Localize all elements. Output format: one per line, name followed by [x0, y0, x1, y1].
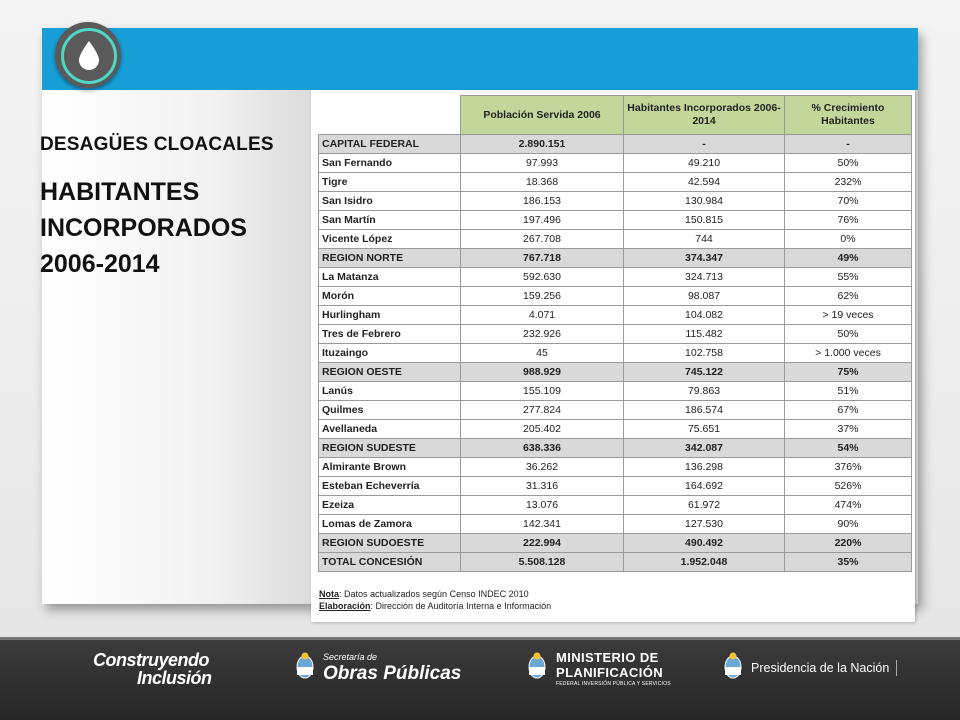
table-row	[319, 325, 912, 344]
cell-poblacion: 186.153	[461, 192, 624, 211]
coat-of-arms-icon	[724, 651, 742, 681]
cell-habitantes: 374.347	[624, 249, 785, 268]
obras-publicas-logo: Secretaría de Obras Públicas	[323, 652, 462, 684]
table-row	[319, 382, 912, 401]
cell-poblacion: 4.071	[461, 306, 624, 325]
cell-habitantes: 745.122	[624, 363, 785, 382]
cell-poblacion: 205.402	[461, 420, 624, 439]
cell-habitantes: 61.972	[624, 496, 785, 515]
col-header-poblacion: Población Servida 2006	[461, 96, 624, 135]
row-name: Lanús	[319, 382, 461, 401]
sewer-coverage-table	[318, 95, 912, 572]
table-summary-row	[319, 553, 912, 572]
cell-crecimiento: 526%	[785, 477, 912, 496]
row-name: La Matanza	[319, 268, 461, 287]
title-line-3: 2006-2014	[40, 250, 160, 278]
cell-poblacion: 18.368	[461, 173, 624, 192]
cell-poblacion: 267.708	[461, 230, 624, 249]
cell-habitantes: 42.594	[624, 173, 785, 192]
table-summary-row	[319, 135, 912, 154]
cell-crecimiento: 54%	[785, 439, 912, 458]
col-header-crecimiento: % Crecimiento Habitantes	[785, 96, 912, 135]
row-name: TOTAL CONCESIÓN	[319, 553, 461, 572]
table-row	[319, 515, 912, 534]
note-line: Nota: Datos actualizados según Censo INDEC 2010	[319, 589, 529, 599]
cell-poblacion: 2.890.151	[461, 135, 624, 154]
construyendo-inclusion-logo: Construyendo Inclusión	[93, 650, 212, 688]
row-name: Almirante Brown	[319, 458, 461, 477]
row-name: Lomas de Zamora	[319, 515, 461, 534]
cell-habitantes: 150.815	[624, 211, 785, 230]
table-row	[319, 173, 912, 192]
table-notes	[319, 588, 551, 612]
cell-poblacion: 31.316	[461, 477, 624, 496]
cell-crecimiento: 76%	[785, 211, 912, 230]
cell-crecimiento: 70%	[785, 192, 912, 211]
cell-poblacion: 222.994	[461, 534, 624, 553]
table-row	[319, 211, 912, 230]
title-line-2: INCORPORADOS	[40, 214, 247, 242]
table-row	[319, 268, 912, 287]
elaboration-line: Elaboración: Dirección de Auditoría Interna e Información	[319, 601, 552, 611]
cell-poblacion: 592.630	[461, 268, 624, 287]
cell-habitantes: 136.298	[624, 458, 785, 477]
cell-poblacion: 159.256	[461, 287, 624, 306]
cell-crecimiento: > 1.000 veces	[785, 344, 912, 363]
cell-habitantes: 1.952.048	[624, 553, 785, 572]
cell-habitantes: 744	[624, 230, 785, 249]
cell-habitantes: 102.758	[624, 344, 785, 363]
table-row	[319, 458, 912, 477]
cell-crecimiento: 51%	[785, 382, 912, 401]
row-name: San Isidro	[319, 192, 461, 211]
cell-crecimiento: 55%	[785, 268, 912, 287]
cell-habitantes: 75.651	[624, 420, 785, 439]
cell-crecimiento: 90%	[785, 515, 912, 534]
row-name: San Fernando	[319, 154, 461, 173]
cell-poblacion: 767.718	[461, 249, 624, 268]
table-row	[319, 477, 912, 496]
cell-crecimiento: -	[785, 135, 912, 154]
row-name: Vicente López	[319, 230, 461, 249]
cell-crecimiento: > 19 veces	[785, 306, 912, 325]
cell-habitantes: -	[624, 135, 785, 154]
cell-habitantes: 98.087	[624, 287, 785, 306]
cell-poblacion: 97.993	[461, 154, 624, 173]
cell-poblacion: 638.336	[461, 439, 624, 458]
coat-of-arms-icon	[528, 651, 546, 681]
water-drop-badge	[55, 22, 121, 88]
presidencia-logo: Presidencia de la Nación	[751, 661, 890, 675]
data-table-panel	[311, 90, 915, 622]
table-summary-row	[319, 534, 912, 553]
row-name: Tigre	[319, 173, 461, 192]
cell-habitantes: 164.692	[624, 477, 785, 496]
table-row	[319, 496, 912, 515]
table-row	[319, 401, 912, 420]
row-name: Ituzaingo	[319, 344, 461, 363]
cell-habitantes: 130.984	[624, 192, 785, 211]
cell-poblacion: 36.262	[461, 458, 624, 477]
cell-poblacion: 197.496	[461, 211, 624, 230]
cell-poblacion: 13.076	[461, 496, 624, 515]
cell-poblacion: 277.824	[461, 401, 624, 420]
cell-poblacion: 142.341	[461, 515, 624, 534]
cell-crecimiento: 35%	[785, 553, 912, 572]
table-row	[319, 287, 912, 306]
cell-habitantes: 49.210	[624, 154, 785, 173]
row-name: Tres de Febrero	[319, 325, 461, 344]
table-summary-row	[319, 363, 912, 382]
cell-crecimiento: 50%	[785, 325, 912, 344]
ministerio-planificacion-logo: MINISTERIO DE PLANIFICACIÓN FEDERAL INVERSIÓN PÚBLICA Y SERVICIOS	[556, 650, 671, 687]
cell-habitantes: 186.574	[624, 401, 785, 420]
row-name: REGION SUDOESTE	[319, 534, 461, 553]
section-title: DESAGÜES CLOACALES	[40, 134, 274, 155]
row-name: San Martín	[319, 211, 461, 230]
table-row	[319, 230, 912, 249]
page-title	[40, 174, 300, 282]
cell-poblacion: 155.109	[461, 382, 624, 401]
cell-habitantes: 79.863	[624, 382, 785, 401]
header-bar	[42, 28, 918, 90]
cell-crecimiento: 49%	[785, 249, 912, 268]
table-row	[319, 306, 912, 325]
cell-poblacion: 5.508.128	[461, 553, 624, 572]
coat-of-arms-icon	[296, 651, 314, 681]
row-name: REGION NORTE	[319, 249, 461, 268]
table-summary-row	[319, 439, 912, 458]
row-name: Esteban Echeverría	[319, 477, 461, 496]
cell-crecimiento: 67%	[785, 401, 912, 420]
cell-crecimiento: 50%	[785, 154, 912, 173]
cell-habitantes: 115.482	[624, 325, 785, 344]
cell-habitantes: 490.492	[624, 534, 785, 553]
table-row	[319, 420, 912, 439]
table-row	[319, 192, 912, 211]
cell-crecimiento: 0%	[785, 230, 912, 249]
row-name: Morón	[319, 287, 461, 306]
cell-crecimiento: 75%	[785, 363, 912, 382]
row-name: Hurlingham	[319, 306, 461, 325]
row-name: Quilmes	[319, 401, 461, 420]
cell-crecimiento: 474%	[785, 496, 912, 515]
cell-habitantes: 127.530	[624, 515, 785, 534]
cell-crecimiento: 232%	[785, 173, 912, 192]
table-summary-row	[319, 249, 912, 268]
cell-habitantes: 324.713	[624, 268, 785, 287]
cell-poblacion: 988.929	[461, 363, 624, 382]
row-name: REGION SUDESTE	[319, 439, 461, 458]
row-name: Avellaneda	[319, 420, 461, 439]
cell-poblacion: 232.926	[461, 325, 624, 344]
row-name: REGION OESTE	[319, 363, 461, 382]
cell-poblacion: 45	[461, 344, 624, 363]
title-line-1: HABITANTES	[40, 178, 200, 206]
cell-habitantes: 342.087	[624, 439, 785, 458]
cell-crecimiento: 37%	[785, 420, 912, 439]
table-body	[319, 135, 912, 572]
water-drop-icon	[77, 40, 101, 70]
cell-crecimiento: 376%	[785, 458, 912, 477]
cell-crecimiento: 62%	[785, 287, 912, 306]
row-name: Ezeiza	[319, 496, 461, 515]
cell-crecimiento: 220%	[785, 534, 912, 553]
table-row	[319, 154, 912, 173]
row-name: CAPITAL FEDERAL	[319, 135, 461, 154]
table-row	[319, 344, 912, 363]
cell-habitantes: 104.082	[624, 306, 785, 325]
table-header-row	[319, 96, 912, 135]
col-header-habitantes: Habitantes Incorporados 2006-2014	[624, 96, 785, 135]
